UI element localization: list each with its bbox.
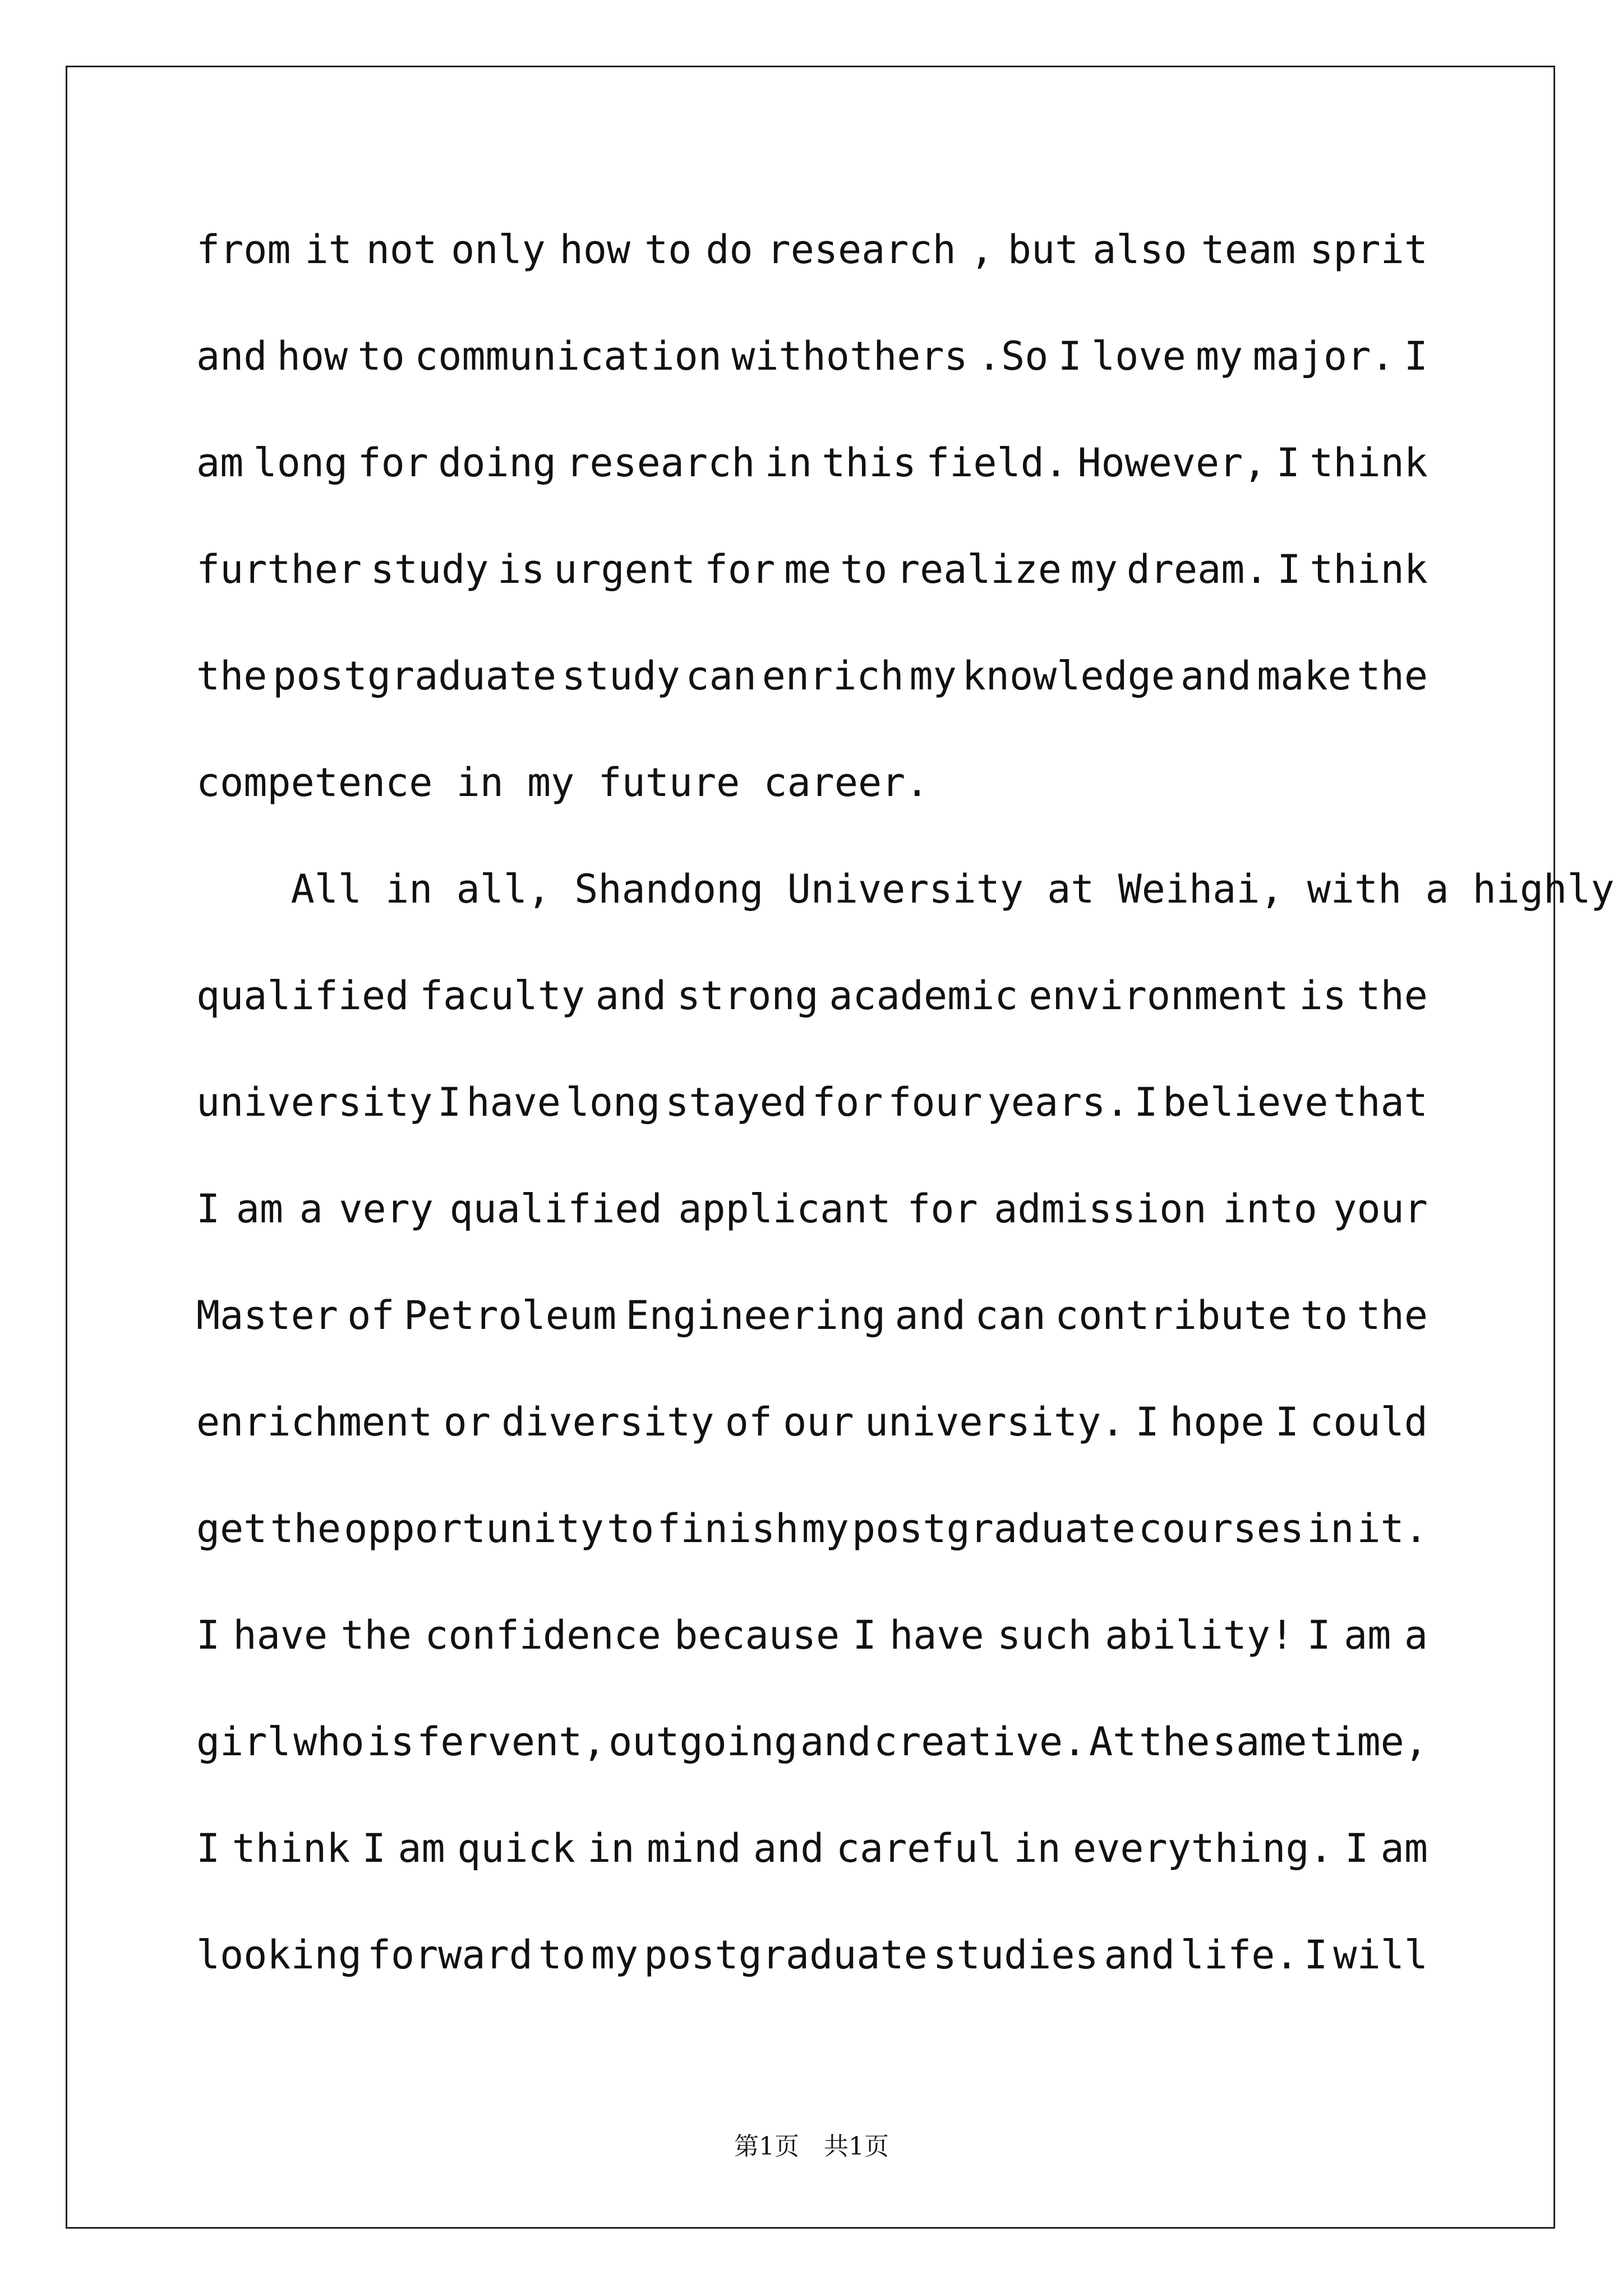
text-line: further study is urgent for me to realize my dream. I think: [196, 546, 1428, 592]
text-line: looking forward to my postgraduate studies and life. I will: [196, 1932, 1428, 1978]
text-line: I think I am quick in mind and careful in everything. I am: [196, 1825, 1428, 1871]
text-line: qualified faculty and strong academic environment is the: [196, 973, 1428, 1019]
text-line: I have the confidence because I have such ability! I am a: [196, 1612, 1428, 1658]
text-line: get the opportunity to finish my postgraduate courses in it.: [196, 1506, 1428, 1552]
text-line: university I have long stayed for four years. I believe that: [196, 1079, 1428, 1125]
text-line: and how to communication withothers .So I love my major. I: [196, 333, 1428, 379]
text-line: Master of Petroleum Engineering and can contribute to the: [196, 1292, 1428, 1338]
page-footer: 第1页 共1页: [734, 2132, 889, 2161]
text-line: am long for doing research in this field. However, I think: [196, 440, 1428, 486]
text-line: All in all, Shandong University at Weihai, with a highly: [196, 866, 1615, 912]
document-body: [196, 196, 1615, 2008]
text-line: I am a very qualified applicant for admission into your: [196, 1186, 1428, 1232]
text-line: competence in my future career.: [196, 760, 929, 806]
text-line: from it not only how to do research , but also team sprit: [196, 227, 1428, 273]
text-line: the postgraduate study can enrich my knowledge and make the: [196, 653, 1428, 699]
text-line: enrichment or diversity of our university. I hope I could: [196, 1399, 1428, 1445]
text-line: girl who is fervent, outgoing and creative. At the same time,: [196, 1719, 1428, 1765]
